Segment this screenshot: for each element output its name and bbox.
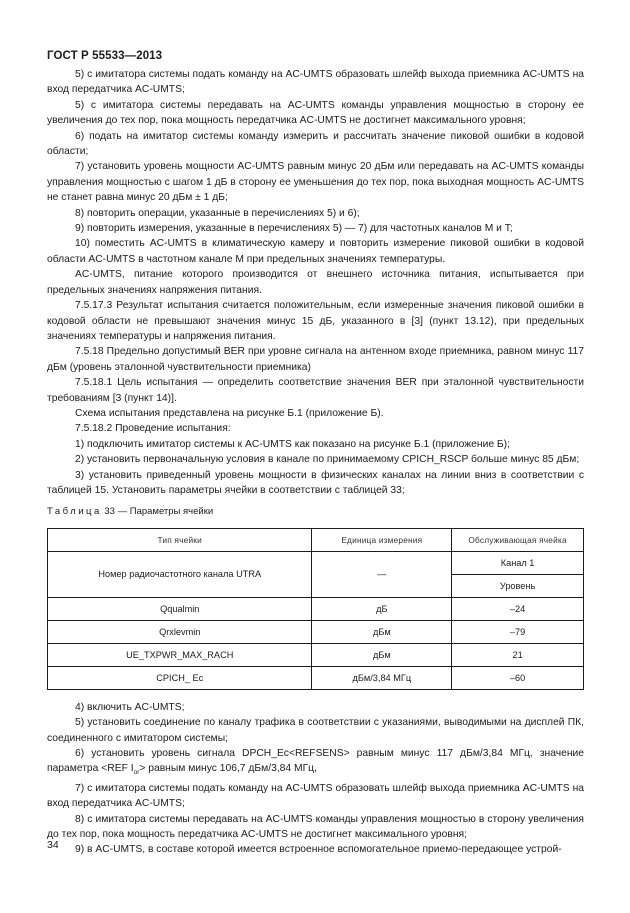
table-cell: Qqualmin bbox=[48, 597, 312, 620]
paragraph: 7.5.17.3 Результат испытания считается положительным, если измеренные значения пиковой ошибки в кодовой области не превышают значения минус 15 дБ, указанного в [3] (пункт 13.12), при предельных значениях температуры и напряжения питания. bbox=[47, 300, 584, 342]
table-caption-text: 33 — Параметры ячейки bbox=[101, 506, 214, 518]
table-cell: UE_TXPWR_MAX_RACH bbox=[48, 643, 312, 666]
paragraph-text: > равным минус 106,7 дБм/3,84 МГц, bbox=[139, 763, 317, 775]
table-row bbox=[48, 643, 584, 666]
table-cell: Уровень bbox=[452, 574, 584, 597]
table-cell: 21 bbox=[452, 643, 584, 666]
table-row bbox=[48, 620, 584, 643]
paragraph: 7.5.18 Предельно допустимый BER при уровне сигнала на антенном входе приемника, равном минус 117 дБм (уровень эталонной чувствительности приемника) bbox=[47, 346, 584, 373]
table-cell: — bbox=[312, 551, 452, 597]
table-cell: дБ bbox=[312, 597, 452, 620]
paragraph: 9) в AC-UMTS, в составе которой имеется встроенное вспомогательное приемо-передающее устрой- bbox=[75, 844, 562, 856]
table-caption bbox=[47, 504, 584, 519]
column-header: Единица измерения bbox=[312, 528, 452, 551]
paragraph: 6) подать на имитатор системы команду измерить и рассчитать значение пиковой ошибки в кодовой области; bbox=[47, 130, 584, 158]
table-caption-word: Таблица bbox=[47, 506, 102, 518]
paragraph: 7) с имитатора системы подать команду на AC-UMTS образовать шлейф выхода приемника AC-UMTS на вход передатчика AC-UMTS; bbox=[47, 782, 584, 810]
table-row bbox=[48, 666, 584, 689]
paragraph: 5) с имитатора системы передавать на AC-UMTS команды управления мощностью в сторону ее увеличения до тех пор, пока мощность передатчика AC-UMTS не достигнет максимального уровня; bbox=[47, 99, 584, 127]
paragraph: 5) с имитатора системы подать команду на AC-UMTS образовать шлейф выхода приемника AC-UMTS на вход передатчика AC-UMTS; bbox=[47, 69, 584, 96]
paragraph: 9) повторить измерения, указанные в перечислениях 5) — 7) для частотных каналов M и T; bbox=[75, 223, 513, 235]
table-cell: Канал 1 bbox=[452, 551, 584, 574]
paragraph: 8) с имитатора системы передавать на AC-UMTS команды управления мощностью в сторону увеличения до тех пор, пока мощность передатчика AC-UMTS не достигнет максимального уровня; bbox=[47, 813, 584, 841]
paragraph: 8) повторить операции, указанные в перечислениях 5) и 6); bbox=[75, 207, 360, 219]
paragraph-text: 6) установить уровень сигнала DPCH_Ec<REFSENS> равным минус 117 дБм/3,84 МГц, значение параметра <REF I bbox=[47, 748, 584, 775]
page-number: 34 bbox=[47, 839, 59, 851]
subscript: or bbox=[133, 769, 140, 777]
table-row bbox=[48, 597, 584, 620]
column-header: Обслуживающая ячейка bbox=[452, 528, 584, 551]
column-header: Тип ячейки bbox=[48, 528, 312, 551]
table-cell: дБм bbox=[312, 620, 452, 643]
table-cell: CPICH_ Ec bbox=[48, 666, 312, 689]
document-body bbox=[47, 67, 584, 858]
paragraph: 10) поместить AC-UMTS в климатическую камеру и повторить измерение пиковой ошибки в кодовой области AC-UMTS в частотном канале M при предельных значениях температуры. bbox=[47, 238, 584, 265]
table-row bbox=[48, 551, 584, 574]
paragraph: 2) установить первоначальную условия в канале по принимаемому CPICH_RSCP больше минус 85 дБм; bbox=[75, 454, 580, 466]
table-cell: дБм bbox=[312, 643, 452, 666]
table-header-row bbox=[48, 528, 584, 551]
paragraph: 4) включить AC-UMTS; bbox=[75, 701, 185, 713]
paragraph: 7) установить уровень мощности AC-UMTS равным минус 20 дБм или передавать на AC-UMTS команды управления мощностью с шагом 1 дБ в сторону ее уменьшения до тех пор, пока выходная мощность AC-UMTS не станет равна минус 20 дБм ± 1 дБ; bbox=[47, 161, 584, 204]
paragraph: Схема испытания представлена на рисунке Б.1 (приложение Б). bbox=[75, 407, 384, 419]
table-cell: –79 bbox=[452, 620, 584, 643]
table-cell: дБм/3,84 МГц bbox=[312, 666, 452, 689]
table-cell: Номер радиочастотного канала UTRA bbox=[48, 551, 312, 597]
table-cell: –60 bbox=[452, 666, 584, 689]
paragraph: 7.5.18.2 Проведение испытания: bbox=[75, 423, 231, 435]
cell-parameters-table bbox=[47, 528, 584, 690]
paragraph: AC-UMTS, питание которого производится от внешнего источника питания, испытывается при предельных значениях напряжения питания. bbox=[47, 269, 584, 296]
paragraph: 1) подключить имитатор системы к AC-UMTS как показано на рисунке Б.1 (приложение Б); bbox=[75, 438, 510, 450]
document-header: ГОСТ Р 55533—2013 bbox=[47, 50, 163, 62]
table-cell: Qrxlevmin bbox=[48, 620, 312, 643]
paragraph bbox=[47, 746, 584, 781]
paragraph: 5) установить соединение по каналу трафика в соответствии с указаниями, выводимыми на дисплей ПК, соединенного с имитатором системы; bbox=[47, 717, 584, 744]
table-cell: –24 bbox=[452, 597, 584, 620]
paragraph: 3) установить приведенный уровень мощности в физических каналах на линии вниз в соответствии с таблицей 15. Установить параметры ячейки в соответствии с таблицей 33; bbox=[47, 469, 584, 496]
post-table-text bbox=[47, 700, 584, 858]
paragraph: 7.5.18.1 Цель испытания — определить соответствие значения BER при эталонной чувствительности требованиям [3 (пункт 14)]. bbox=[47, 377, 584, 404]
